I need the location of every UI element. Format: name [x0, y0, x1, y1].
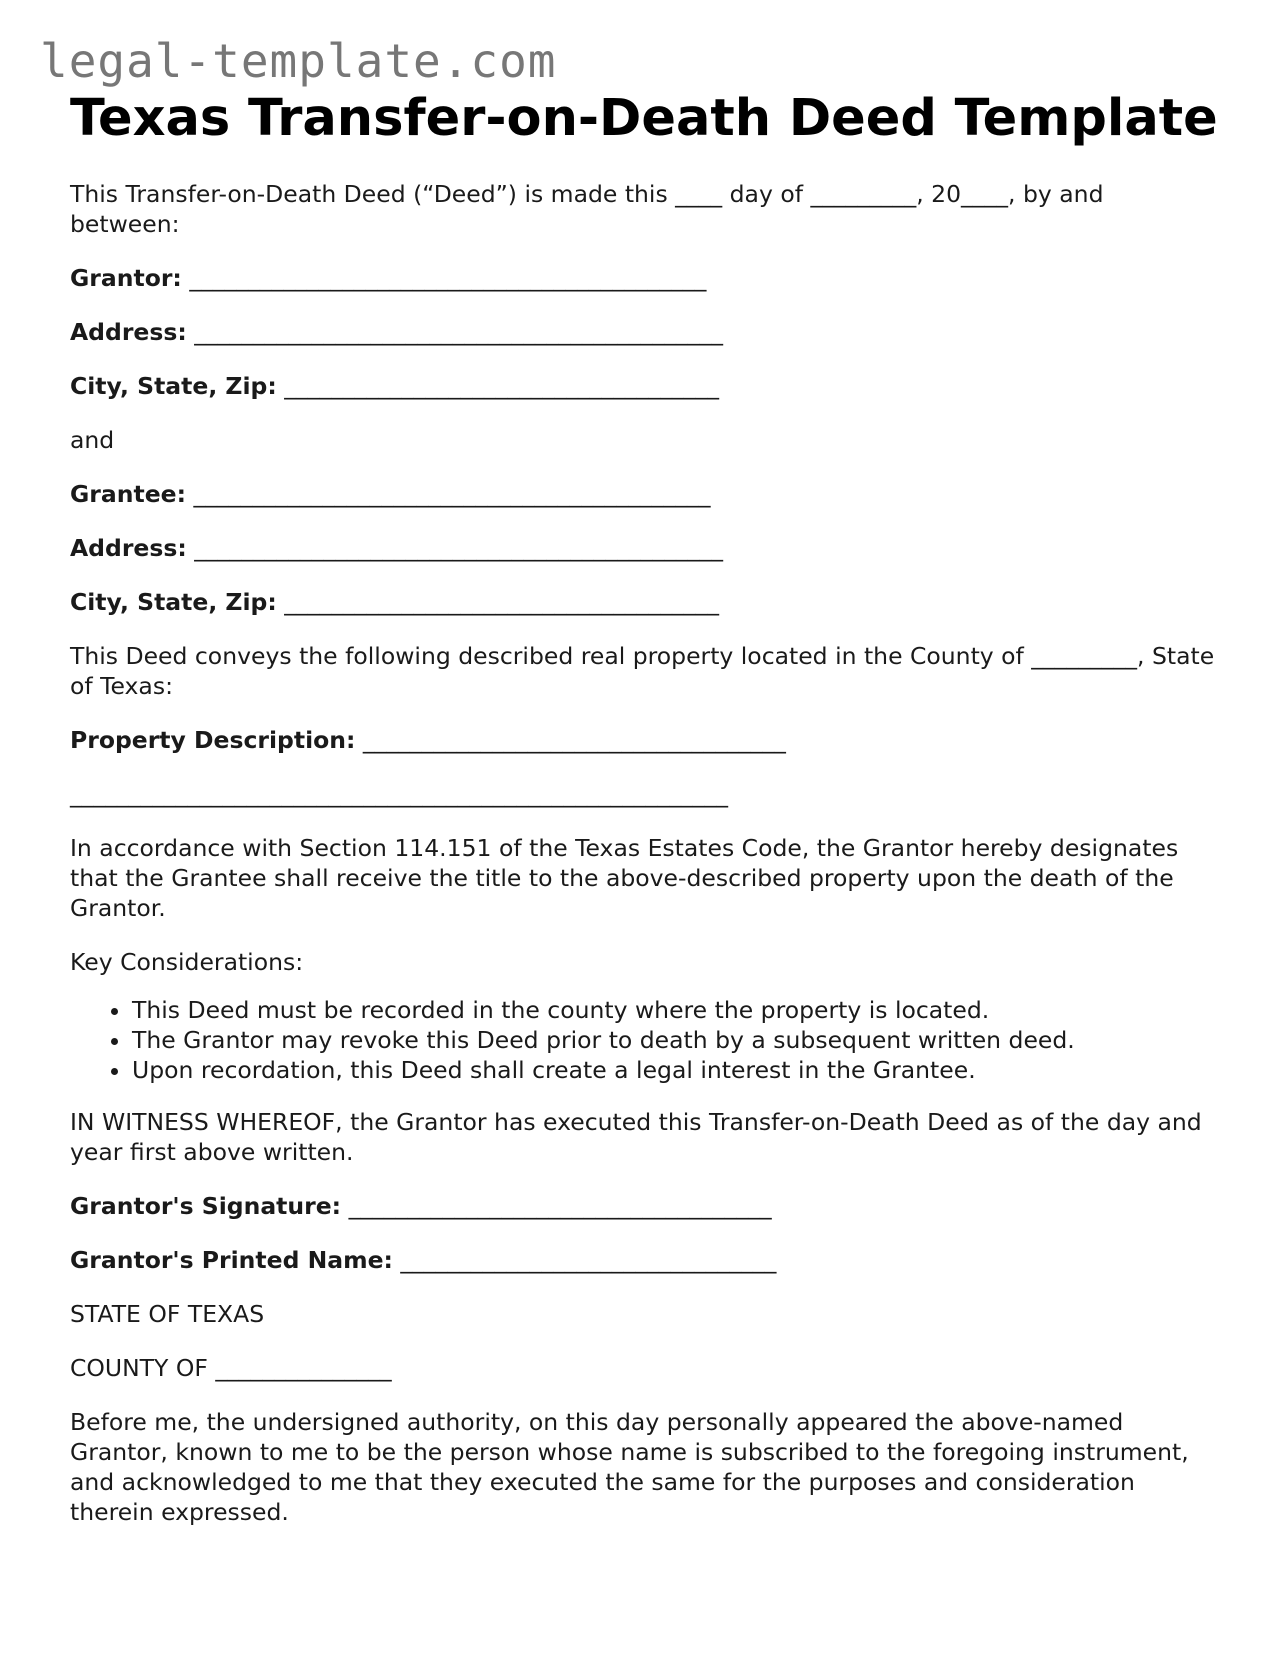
property-description-field: [70, 725, 1220, 755]
grantee-city-line: _____________________________________: [284, 587, 719, 616]
grantee-address-line: _____________________________________________: [194, 533, 723, 562]
grantor-signature-field: [70, 1191, 1220, 1221]
grantee-name-line: ____________________________________________: [193, 479, 711, 508]
conveys-paragraph: This Deed conveys the following described real property located in the County of _________, State of Texas:: [70, 641, 1215, 700]
grantee-city-label: City, State, Zip:: [70, 587, 277, 616]
document-body: [70, 90, 1220, 1551]
grantor-printed-name-field: [70, 1245, 1220, 1275]
grantor-address-line: _____________________________________________: [194, 317, 723, 346]
watermark: legal-template.com: [40, 34, 557, 88]
grantee-address-label: Address:: [70, 533, 187, 562]
intro-paragraph: This Transfer-on-Death Deed (“Deed”) is made this ____ day of _________, 20____, by and between:: [70, 179, 1104, 238]
grantor-city-line: _____________________________________: [284, 371, 719, 400]
document-title: Texas Transfer-on-Death Deed Template: [70, 89, 1218, 148]
witness-paragraph: IN WITNESS WHEREOF, the Grantor has executed this Transfer-on-Death Deed as of the day and year first above written.: [70, 1107, 1202, 1166]
property-description-line-2: ________________________________________________________: [70, 779, 728, 808]
grantee-name-label: Grantee:: [70, 479, 186, 508]
grantee-city-field: [70, 587, 1220, 617]
grantor-name-line: ____________________________________________: [189, 263, 707, 292]
list-item: • This Deed must be recorded in the county where the property is located.: [132, 995, 1220, 1025]
state-line: STATE OF TEXAS: [70, 1299, 265, 1328]
list-item: • Upon recordation, this Deed shall create a legal interest in the Grantee.: [132, 1055, 1220, 1085]
property-description-line: ____________________________________: [362, 725, 786, 754]
grantee-address-field: [70, 533, 1220, 563]
grantor-city-label: City, State, Zip:: [70, 371, 277, 400]
acknowledgment-paragraph: Before me, the undersigned authority, on this day personally appeared the above-named Grantor, known to me to be the person whose name is subscribed to the foregoing instrument, and acknowledged to me that they executed the same for the purposes and consideration therein expressed.: [70, 1407, 1189, 1526]
grantor-city-field: [70, 371, 1220, 401]
grantee-name-field: [70, 479, 1220, 509]
key-considerations-heading: Key Considerations:: [70, 947, 304, 976]
grantor-signature-label: Grantor's Signature:: [70, 1191, 342, 1220]
grantor-address-field: [70, 317, 1220, 347]
county-line: COUNTY OF _______________: [70, 1353, 392, 1382]
grantor-name-label: Grantor:: [70, 263, 182, 292]
grantor-name-field: [70, 263, 1220, 293]
accordance-paragraph: In accordance with Section 114.151 of the Texas Estates Code, the Grantor hereby designates that the Grantee shall receive the title to the above-described property upon the death of the Grantor.: [70, 833, 1179, 922]
grantor-printed-name-line: ________________________________: [400, 1245, 777, 1274]
grantor-address-label: Address:: [70, 317, 187, 346]
and-text: and: [70, 425, 115, 454]
key-considerations-list: [70, 995, 1220, 1085]
list-item: • The Grantor may revoke this Deed prior to death by a subsequent written deed.: [132, 1025, 1220, 1055]
grantor-signature-line: ____________________________________: [348, 1191, 772, 1220]
grantor-printed-name-label: Grantor's Printed Name:: [70, 1245, 393, 1274]
property-description-label: Property Description:: [70, 725, 356, 754]
